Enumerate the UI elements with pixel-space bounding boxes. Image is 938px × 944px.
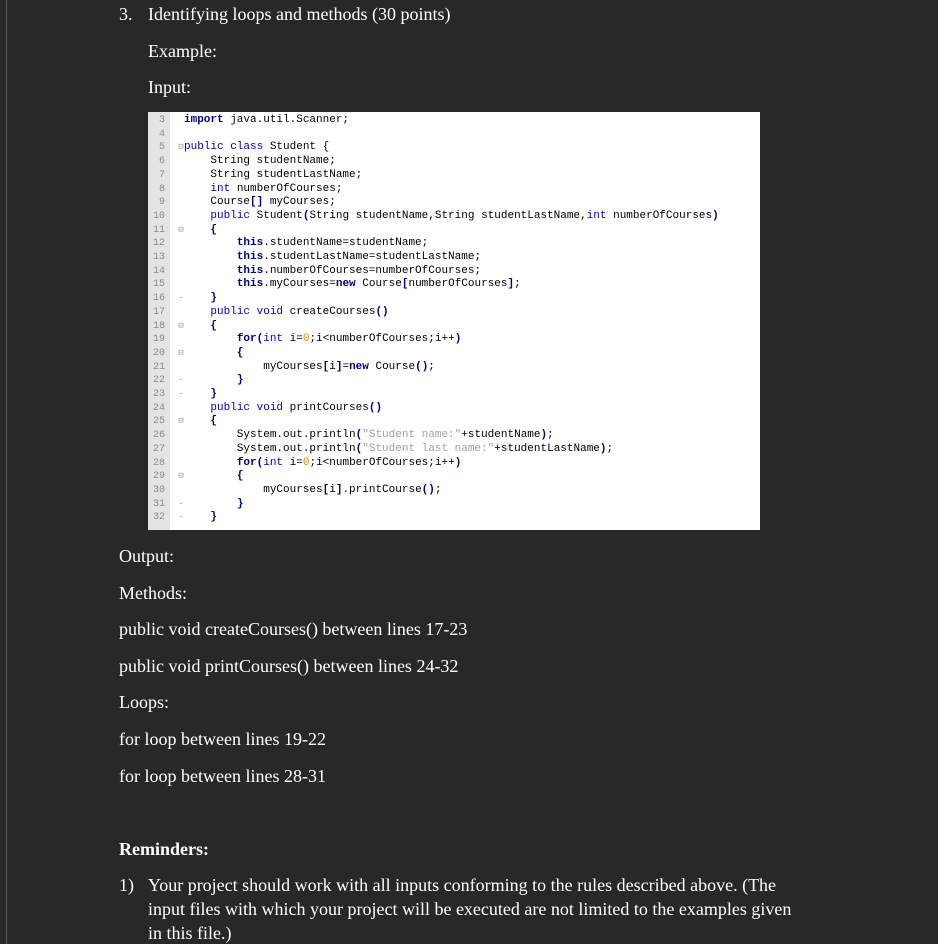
method-item: public void createCourses() between lines 17-23 <box>119 619 468 639</box>
code-text: } <box>236 497 244 510</box>
code-line <box>148 415 760 429</box>
line-number: 17 <box>152 306 165 318</box>
code-text: myCourses[i]=new Course(); <box>184 360 435 373</box>
line-number: 30 <box>152 484 165 496</box>
line-number: 22 <box>152 375 165 387</box>
code-text: public void printCourses() <box>210 401 383 414</box>
code-text: public Student(String studentName,String studentLastName,int numberOfCourses) <box>210 209 719 222</box>
line-number: 6 <box>158 156 165 168</box>
line-number: 29 <box>152 471 165 483</box>
code-text: { <box>210 319 218 332</box>
code-line <box>148 374 760 388</box>
example-label: Example: <box>148 41 217 61</box>
fold-marker-icon[interactable]: - <box>178 389 184 399</box>
page-left-border <box>6 0 7 944</box>
code-line <box>148 470 760 484</box>
code-line <box>148 429 760 443</box>
fold-marker-icon[interactable]: ⊟ <box>178 416 184 427</box>
line-number: 15 <box>152 279 165 291</box>
code-text: import java.util.Scanner; <box>184 114 350 126</box>
line-number: 19 <box>152 334 165 346</box>
line-number: 28 <box>152 457 165 469</box>
code-line <box>148 361 760 375</box>
code-line <box>148 128 760 142</box>
code-text: } <box>210 511 218 524</box>
line-number: 5 <box>158 142 165 154</box>
code-line <box>148 402 760 416</box>
code-text: Course[] myCourses; <box>184 196 336 209</box>
code-line <box>148 306 760 320</box>
code-screenshot <box>148 112 760 530</box>
code-line <box>148 498 760 512</box>
code-line <box>148 114 760 128</box>
code-text: for(int i=0;i<numberOfCourses;i++) <box>236 333 462 346</box>
code-line <box>148 511 760 525</box>
code-text: this.studentName=studentName; <box>236 237 429 250</box>
code-text: myCourses[i].printCourse(); <box>184 483 442 496</box>
code-line <box>148 292 760 306</box>
code-line <box>148 169 760 183</box>
code-line <box>148 443 760 457</box>
fold-marker-icon[interactable]: ⊟ <box>178 142 184 153</box>
code-line <box>148 251 760 265</box>
code-line <box>148 265 760 279</box>
input-label: Input: <box>148 77 191 97</box>
fold-marker-icon[interactable]: ⊟ <box>178 347 184 358</box>
reminders-heading: Reminders: <box>119 839 209 859</box>
loops-label: Loops: <box>119 692 170 712</box>
line-number: 24 <box>152 402 165 414</box>
code-line <box>148 457 760 471</box>
question-title: Identifying loops and methods (30 points) <box>148 4 451 24</box>
code-text: System.out.println("Student name:"+studentName); <box>184 429 554 442</box>
fold-marker-icon[interactable]: ⊟ <box>178 471 184 482</box>
code-line <box>148 141 760 155</box>
fold-marker-icon[interactable]: ⊟ <box>178 224 184 235</box>
line-number: 23 <box>152 389 165 400</box>
line-number: 32 <box>152 512 165 524</box>
code-line <box>148 224 760 238</box>
reminder-number: 1) <box>119 875 134 895</box>
code-text: String studentName; <box>184 155 336 168</box>
line-number: 20 <box>152 347 165 359</box>
line-number: 27 <box>152 443 165 455</box>
line-number: 12 <box>152 238 165 250</box>
code-text: { <box>210 415 218 428</box>
code-text: int numberOfCourses; <box>210 182 343 195</box>
code-line <box>148 347 760 361</box>
line-number: 8 <box>158 183 165 195</box>
line-number: 31 <box>152 498 165 510</box>
code-line <box>148 155 760 169</box>
reminder-line: in this file.) <box>148 923 232 943</box>
fold-marker-icon[interactable]: - <box>178 512 184 523</box>
methods-label: Methods: <box>119 583 188 603</box>
code-text: public void createCourses() <box>210 305 389 318</box>
reminder-line: Your project should work with all inputs conforming to the rules described above. (The <box>148 875 777 895</box>
code-text: } <box>210 388 218 400</box>
code-line <box>148 388 760 402</box>
code-line <box>148 237 760 251</box>
code-text: public class Student { <box>184 141 330 154</box>
line-number: 21 <box>152 361 165 373</box>
code-text: } <box>210 292 218 305</box>
code-text: } <box>236 374 244 387</box>
fold-marker-icon[interactable]: - <box>178 375 184 386</box>
line-number: 10 <box>152 210 165 222</box>
fold-marker-icon[interactable]: ⊟ <box>178 320 184 331</box>
code-text: String studentLastName; <box>184 168 363 181</box>
code-line <box>148 183 760 197</box>
code-text: System.out.println("Student last name:"+studentLastName); <box>184 442 614 455</box>
code-line <box>148 210 760 224</box>
line-number: 4 <box>158 128 165 140</box>
method-item: public void printCourses() between lines 24-32 <box>119 656 459 676</box>
code-line <box>148 333 760 347</box>
line-number: 16 <box>152 293 165 305</box>
code-text: { <box>210 223 218 236</box>
code-line <box>148 278 760 292</box>
line-number: 13 <box>152 252 165 263</box>
code-text: { <box>236 346 244 359</box>
loop-item: for loop between lines 28-31 <box>119 766 326 786</box>
output-label: Output: <box>119 546 175 566</box>
code-text: { <box>236 470 244 483</box>
reminder-line: input files with which your project will be executed are not limited to the examples given <box>148 899 792 919</box>
code-text: this.numberOfCourses=numberOfCourses; <box>236 264 482 277</box>
code-text: this.studentLastName=studentLastName; <box>236 251 482 263</box>
code-line <box>148 484 760 498</box>
line-number: 26 <box>152 430 165 442</box>
loop-item: for loop between lines 19-22 <box>119 729 326 749</box>
line-number: 14 <box>152 265 165 277</box>
fold-marker-icon[interactable]: - <box>178 293 184 304</box>
fold-marker-icon[interactable]: - <box>178 498 184 509</box>
code-line <box>148 320 760 334</box>
code-line <box>148 196 760 210</box>
line-number: 25 <box>152 416 165 428</box>
line-number: 7 <box>158 169 165 181</box>
code-text: for(int i=0;i<numberOfCourses;i++) <box>236 456 462 469</box>
question-number: 3. <box>119 4 133 24</box>
line-number: 18 <box>152 320 165 332</box>
line-number: 9 <box>158 197 165 209</box>
line-number: 3 <box>158 115 165 126</box>
code-text: this.myCourses=new Course[numberOfCourses]; <box>236 278 521 291</box>
line-number: 11 <box>152 224 165 236</box>
